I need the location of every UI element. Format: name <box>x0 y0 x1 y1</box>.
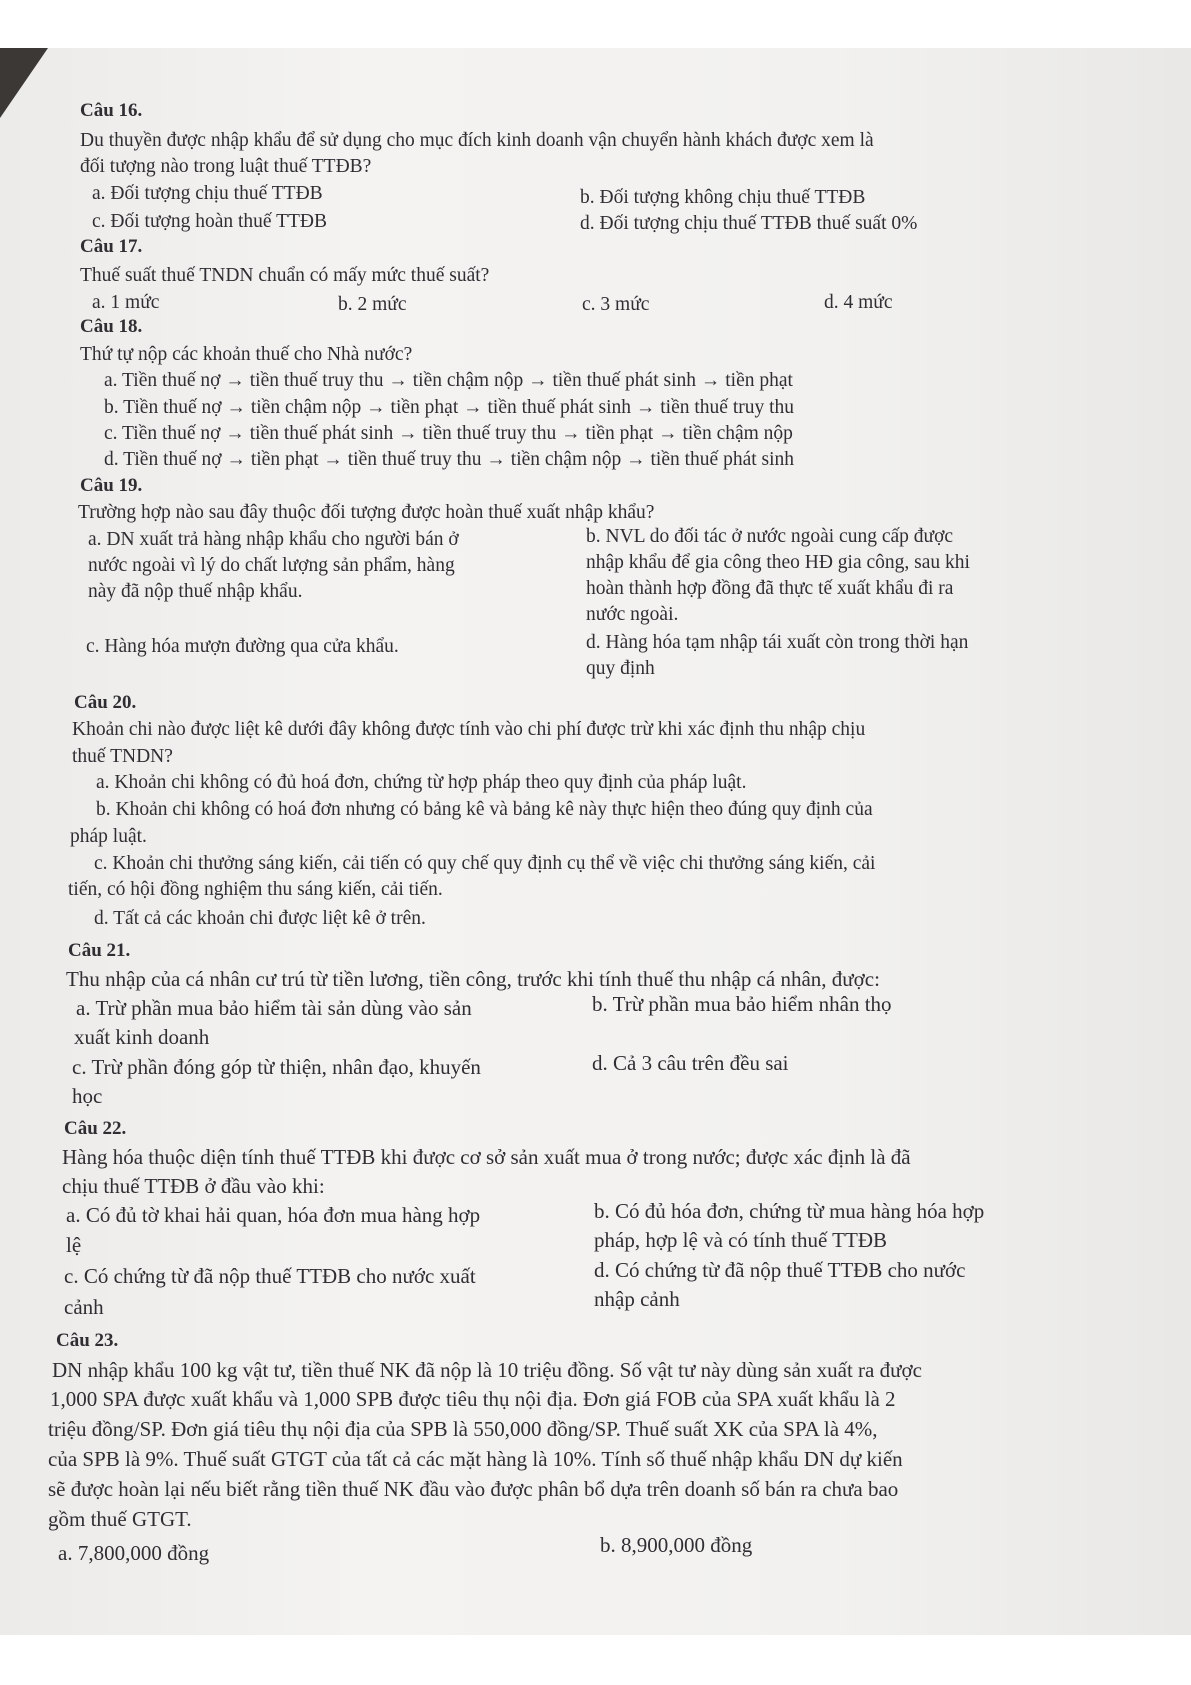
option-d-line: d. Tất cả các khoản chi được liệt kê ở trên. <box>94 908 426 929</box>
question-title: Câu 17. <box>80 236 143 257</box>
option-b-line: pháp luật. <box>70 826 147 847</box>
option-a: a. 1 mức <box>92 292 160 313</box>
option-a-line: lệ <box>66 1233 82 1257</box>
option-b-line: hoàn thành hợp đồng đã thực tế xuất khẩu đi ra <box>586 578 954 599</box>
question-stem-line: Thuế suất thuế TNDN chuẩn có mấy mức thuế suất? <box>80 265 490 286</box>
question-title: Câu 20. <box>74 692 137 713</box>
option-a-line: a. DN xuất trả hàng nhập khẩu cho người bán ở <box>88 529 459 550</box>
option-a-line: a. Có đủ tờ khai hải quan, hóa đơn mua hàng hợp <box>66 1203 481 1227</box>
option-a-line: này đã nộp thuế nhập khẩu. <box>88 581 303 602</box>
option-c-line: tiến, có hội đồng nghiệm thu sáng kiến, cải tiến. <box>68 879 443 900</box>
question-stem-line: triệu đồng/SP. Đơn giá tiêu thụ nội địa của SPB là 550,000 đồng/SP. Thuế suất XK của SPA là 4%, <box>48 1417 878 1441</box>
option-a: a. Đối tượng chịu thuế TTĐB <box>92 183 323 204</box>
option-b-line: b. Khoản chi không có hoá đơn nhưng có bảng kê và bảng kê này thực hiện theo đúng quy định của <box>96 799 873 820</box>
option-c-line: học <box>72 1084 103 1108</box>
option-a: a. 7,800,000 đồng <box>58 1541 210 1565</box>
option-a: a. Tiền thuế nợ → tiền thuế truy thu → tiền chậm nộp → tiền thuế phát sinh → tiền phạt <box>104 370 793 391</box>
option-a-line: a. Trừ phần mua bảo hiểm tài sản dùng vào sản <box>76 996 472 1020</box>
question-stem-line: Khoản chi nào được liệt kê dưới đây không được tính vào chi phí được trừ khi xác định thu nhập chịu <box>72 719 866 740</box>
option-d: d. 4 mức <box>824 292 893 313</box>
option-b-line: pháp, hợp lệ và có tính thuế TTĐB <box>594 1228 887 1252</box>
question-stem-line: của SPB là 9%. Thuế suất GTGT của tất cả các mặt hàng là 10%. Tính số thuế nhập khẩu DN dự kiến <box>48 1447 903 1471</box>
option-c-line: c. Hàng hóa mượn đường qua cửa khẩu. <box>86 636 399 657</box>
option-a-line: a. Khoản chi không có đủ hoá đơn, chứng từ hợp pháp theo quy định của pháp luật. <box>96 772 747 793</box>
option-d-line: d. Hàng hóa tạm nhập tái xuất còn trong thời hạn <box>586 632 969 653</box>
question-stem-line: 1,000 SPA được xuất khẩu và 1,000 SPB được tiêu thụ nội địa. Đơn giá FOB của SPA xuất khẩu là 2 <box>50 1387 896 1411</box>
question-title: Câu 22. <box>64 1118 127 1139</box>
option-b-line: nước ngoài. <box>586 604 679 625</box>
option-d-line: quy định <box>586 658 655 679</box>
option-b-line: b. Có đủ hóa đơn, chứng từ mua hàng hóa hợp <box>594 1199 985 1223</box>
option-b: b. 2 mức <box>338 294 407 315</box>
question-stem-line: Trường hợp nào sau đây thuộc đối tượng được hoàn thuế xuất nhập khẩu? <box>78 502 655 523</box>
option-b: b. Tiền thuế nợ → tiền chậm nộp → tiền phạt → tiền thuế phát sinh → tiền thuế truy thu <box>104 397 795 418</box>
question-stem-line: Thu nhập của cá nhân cư trú từ tiền lương, tiền công, trước khi tính thuế thu nhập cá nhân, được: <box>66 967 880 991</box>
option-c-line: c. Có chứng từ đã nộp thuế TTĐB cho nước xuất <box>64 1264 476 1288</box>
question-stem-line: đối tượng nào trong luật thuế TTĐB? <box>80 156 372 177</box>
question-title: Câu 18. <box>80 316 143 337</box>
option-d: d. Tiền thuế nợ → tiền phạt → tiền thuế truy thu → tiền chậm nộp → tiền thuế phát sinh <box>104 449 795 470</box>
question-stem-line: chịu thuế TTĐB ở đầu vào khi: <box>62 1174 325 1198</box>
question-title: Câu 16. <box>80 100 143 121</box>
option-b-line: b. NVL do đối tác ở nước ngoài cung cấp được <box>586 526 954 547</box>
question-stem-line: gồm thuế GTGT. <box>48 1507 192 1531</box>
question-stem-line: sẽ được hoàn lại nếu biết rằng tiền thuế NK đầu vào được phân bổ dựa trên doanh số bán ra chưa bao <box>48 1477 899 1501</box>
question-title: Câu 23. <box>56 1330 119 1351</box>
option-c: c. Tiền thuế nợ → tiền thuế phát sinh → tiền thuế truy thu → tiền phạt → tiền chậm nộp <box>104 423 793 444</box>
question-stem-line: Du thuyền được nhập khẩu để sử dụng cho mục đích kinh doanh vận chuyển hành khách được xem là <box>80 130 874 151</box>
option-d-line: d. Có chứng từ đã nộp thuế TTĐB cho nước <box>594 1258 966 1282</box>
option-b: b. 8,900,000 đồng <box>600 1533 753 1557</box>
question-title: Câu 21. <box>68 940 131 961</box>
option-d-line: nhập cảnh <box>594 1287 680 1311</box>
question-stem-line: Hàng hóa thuộc diện tính thuế TTĐB khi được cơ sở sản xuất mua ở trong nước; được xác định là đã <box>62 1145 911 1169</box>
option-d: d. Đối tượng chịu thuế TTĐB thuế suất 0% <box>580 213 918 234</box>
option-c-line: c. Trừ phần đóng góp từ thiện, nhân đạo, khuyến <box>72 1055 481 1079</box>
question-title: Câu 19. <box>80 475 143 496</box>
option-c-line: c. Khoản chi thưởng sáng kiến, cải tiến có quy chế quy định cụ thể về việc chi thưởng sáng kiến, cải <box>94 853 876 874</box>
question-stem-line: DN nhập khẩu 100 kg vật tư, tiền thuế NK đã nộp là 10 triệu đồng. Số vật tư này dùng sản xuất ra được <box>52 1358 922 1382</box>
option-b: b. Đối tượng không chịu thuế TTĐB <box>580 187 866 208</box>
question-stem-line: Thứ tự nộp các khoản thuế cho Nhà nước? <box>80 344 413 365</box>
option-a-line: nước ngoài vì lý do chất lượng sản phẩm, hàng <box>88 555 455 576</box>
option-c: c. Đối tượng hoàn thuế TTĐB <box>92 211 327 232</box>
option-c: c. 3 mức <box>582 294 650 315</box>
option-b-line: b. Trừ phần mua bảo hiểm nhân thọ <box>592 992 892 1016</box>
question-stem-line: thuế TNDN? <box>72 746 173 767</box>
option-d-line: d. Cả 3 câu trên đều sai <box>592 1051 789 1075</box>
option-c-line: cảnh <box>64 1295 104 1319</box>
option-b-line: nhập khẩu để gia công theo HĐ gia công, sau khi <box>586 552 970 573</box>
option-a-line: xuất kinh doanh <box>74 1025 210 1049</box>
